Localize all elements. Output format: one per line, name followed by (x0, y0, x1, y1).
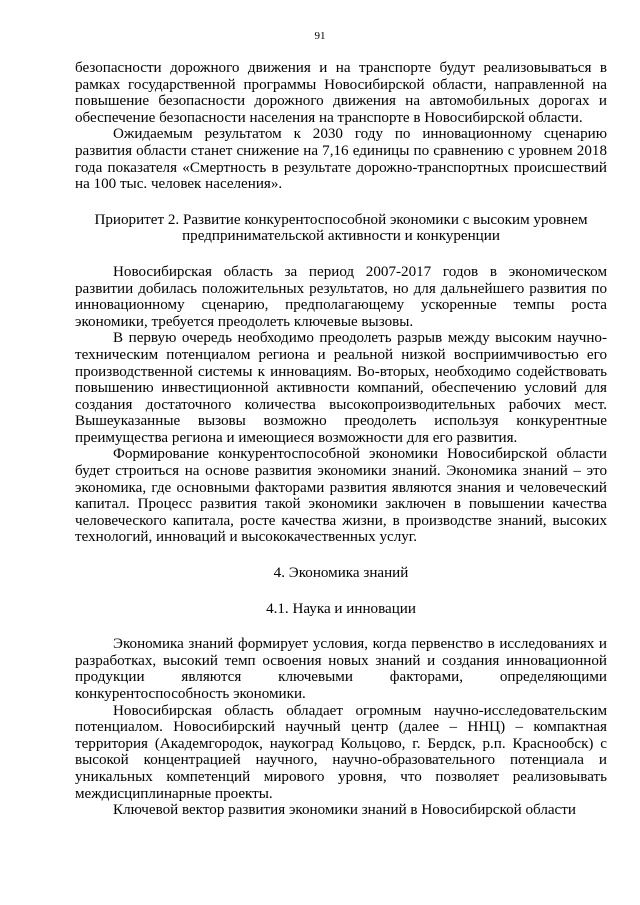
page-number: 91 (314, 30, 326, 42)
section-heading: 4. Экономика знаний (273, 565, 409, 582)
paragraph-knowledge-conditions: Экономика знаний формирует условия, когда первенство в исследованиях и разработках, высокий темп освоения новых знаний и создания инновационной продукции являются ключевыми факторами, определяющими конкурентоспособность экономики. (75, 636, 607, 702)
paragraph-key-vector: Ключевой вектор развития экономики знаний в Новосибирской области (113, 802, 576, 819)
paragraph-region-results: Новосибирская область за период 2007-2017 годов в экономическом развитии добилась положительных результатов, но для дальнейшего развития по инновационному сценарию, предполагающему ускоренные темпы роста экономики, требуется преодолеть ключевые вызовы. (75, 263, 607, 330)
paragraph-challenges: В первую очередь необходимо преодолеть разрыв между высоким научно-техническим потенциалом региона и реальной низкой восприимчивостью его производственной системы к инновациям. Во-вторых, необходимо содействовать повышению инвестиционной активности компаний, обеспечению условий для создания достаточного количества высокопроизводительных рабочих мест. Вышеуказанные вызовы возможно преодолеть используя конкурентные преимущества региона и имеющиеся возможности для его развития. (75, 330, 607, 446)
priority-heading-line2: предпринимательской активности и конкуренции (182, 228, 500, 245)
priority-heading-line1: Приоритет 2. Развитие конкурентоспособной экономики с высоким уровнем (94, 211, 588, 228)
subsection-heading: 4.1. Наука и инновации (266, 600, 416, 617)
paragraph-knowledge-economy: Формирование конкурентоспособной экономики Новосибирской области будет строиться на основе развития экономики знаний. Экономика знаний – это экономика, где основными факторами развития являются знания и человеческий капитал. Процесс развития такой экономики заключен в повышении качества человеческого капитала, росте качества жизни, в производстве знаний, высоких технологий, инноваций и высококачественных услуг. (75, 446, 607, 546)
paragraph-road-safety: безопасности дорожного движения и на транспорте будут реализовываться в рамках государственной программы Новосибирской области, направленной на повышение безопасности дорожного движения на автомобильных дорогах и обеспечение безопасности населения на транспорте в Новосибирской области. (75, 60, 607, 126)
paragraph-expected-result: Ожидаемым результатом к 2030 году по инновационному сценарию развития области станет снижение на 7,16 единицы по сравнению с уровнем 2018 года показателя «Смертность в результате дорожно-транспортных происшествий на 100 тыс. человек населения». (75, 126, 607, 193)
page-content (75, 60, 607, 819)
paragraph-research-potential: Новосибирская область обладает огромным научно-исследовательским потенциалом. Новосибирский научный центр (далее – ННЦ) – компактная территория (Академгородок, наукоград Кольцово, г. Бердск, р.п. Краснообск) с высокой концентрацией научного, научно-образовательного потенциала и уникальных компетенций мирового уровня, что позволяет реализовывать междисциплинарные проекты. (75, 702, 607, 802)
priority-heading (75, 212, 607, 245)
